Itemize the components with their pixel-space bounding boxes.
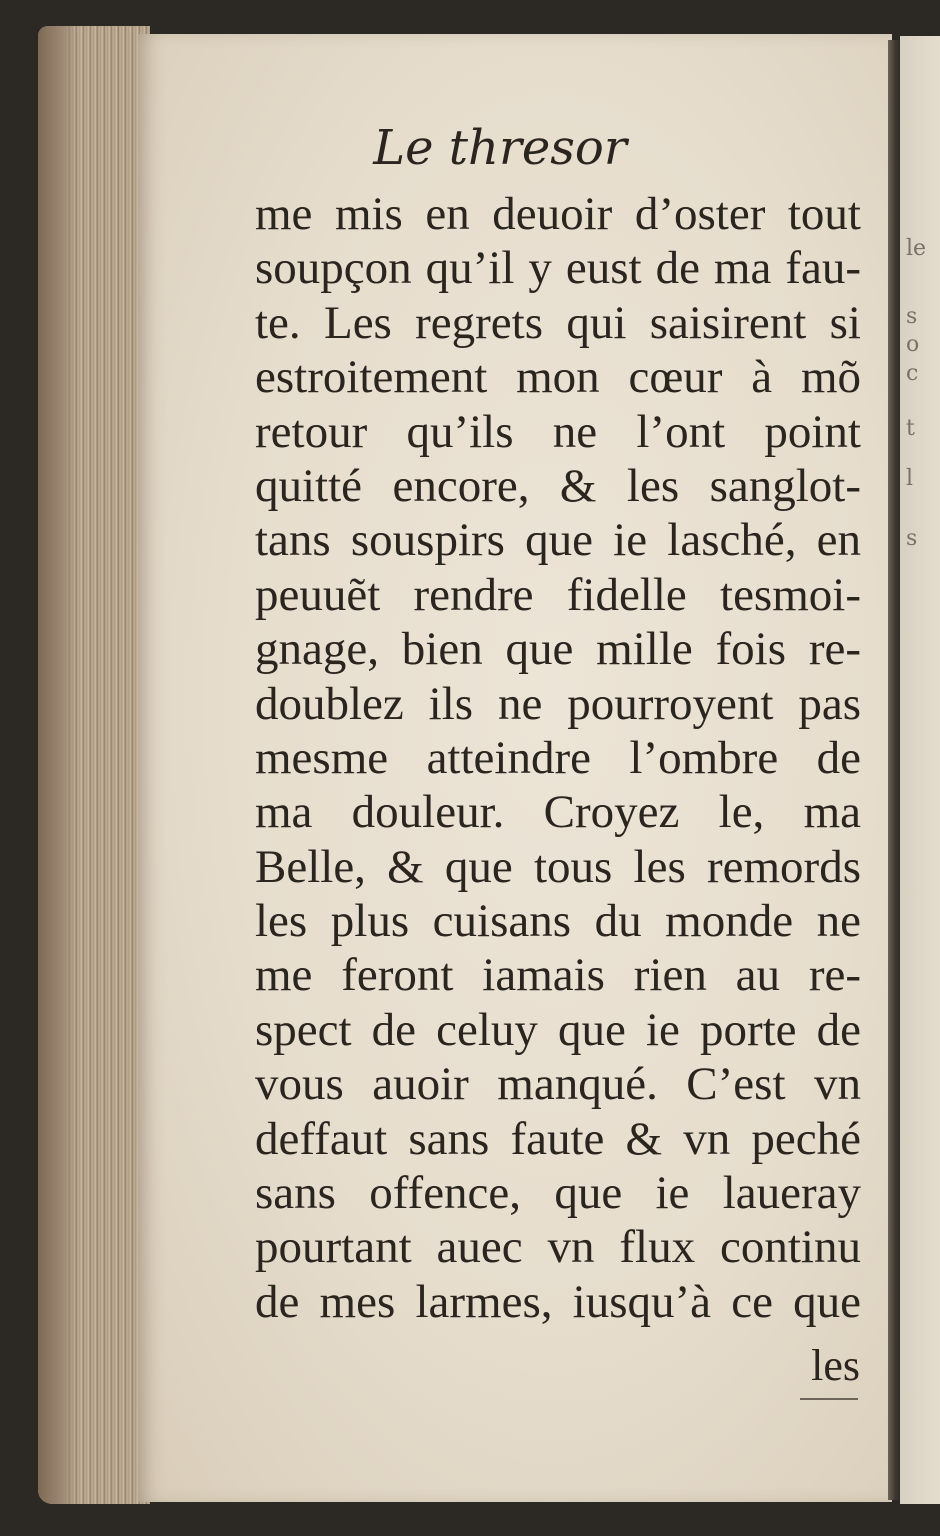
page-edges (38, 26, 150, 1504)
facing-page-fragment: t (906, 416, 915, 441)
text-line: peuuẽt rendre fidelle tesmoi- (255, 568, 861, 621)
text-line: les plus cuisans du monde ne (255, 895, 861, 948)
text-line: de mes larmes, iusqu’à ce que (255, 1275, 861, 1328)
text-line: tans souspirs que ie lasché, en (255, 514, 861, 567)
facing-page-fragment: l (906, 466, 914, 491)
text-line: retour qu’ils ne l’ont point (255, 405, 861, 458)
running-head: Le thresor (373, 120, 627, 176)
text-line: te. Les regrets qui saisirent si (255, 296, 861, 349)
text-line: ma douleur. Croyez le, ma (255, 786, 861, 839)
text-line: vous auoir manqué. C’est vn (255, 1058, 861, 1111)
text-line: me mis en deuoir d’oster tout (255, 188, 861, 240)
text-line: mesme atteindre l’ombre de (255, 731, 861, 784)
text-line: estroitement mon cœur à mõ (255, 351, 861, 404)
text-line: gnage, bien que mille fois re- (255, 623, 861, 676)
facing-page-edge (900, 36, 940, 1504)
facing-page-fragment: c (906, 361, 919, 386)
text-line: spect de celuy que ie porte de (255, 1003, 861, 1056)
text-line: deffaut sans faute & vn peché (255, 1112, 861, 1165)
text-line: sans offence, que ie laueray (255, 1167, 861, 1220)
facing-page-fragment: s (906, 304, 918, 329)
facing-page-fragment: o (906, 332, 920, 357)
text-line: me feront iamais rien au re- (255, 949, 861, 1002)
text-line: Belle, & que tous les remords (255, 840, 861, 893)
text-line: pourtant auec vn flux continu (255, 1221, 861, 1274)
page-text (255, 187, 861, 1329)
catchword-rule (800, 1398, 858, 1400)
text-line: soupçon qu’il y eust de ma fau- (255, 242, 861, 295)
text-line: quitté encore, & les sanglot- (255, 459, 861, 512)
facing-page-fragment: le (906, 236, 927, 261)
facing-page-fragment: s (906, 526, 918, 551)
text-line: doublez ils ne pourroyent pas (255, 677, 861, 730)
catchword: les (811, 1341, 860, 1390)
